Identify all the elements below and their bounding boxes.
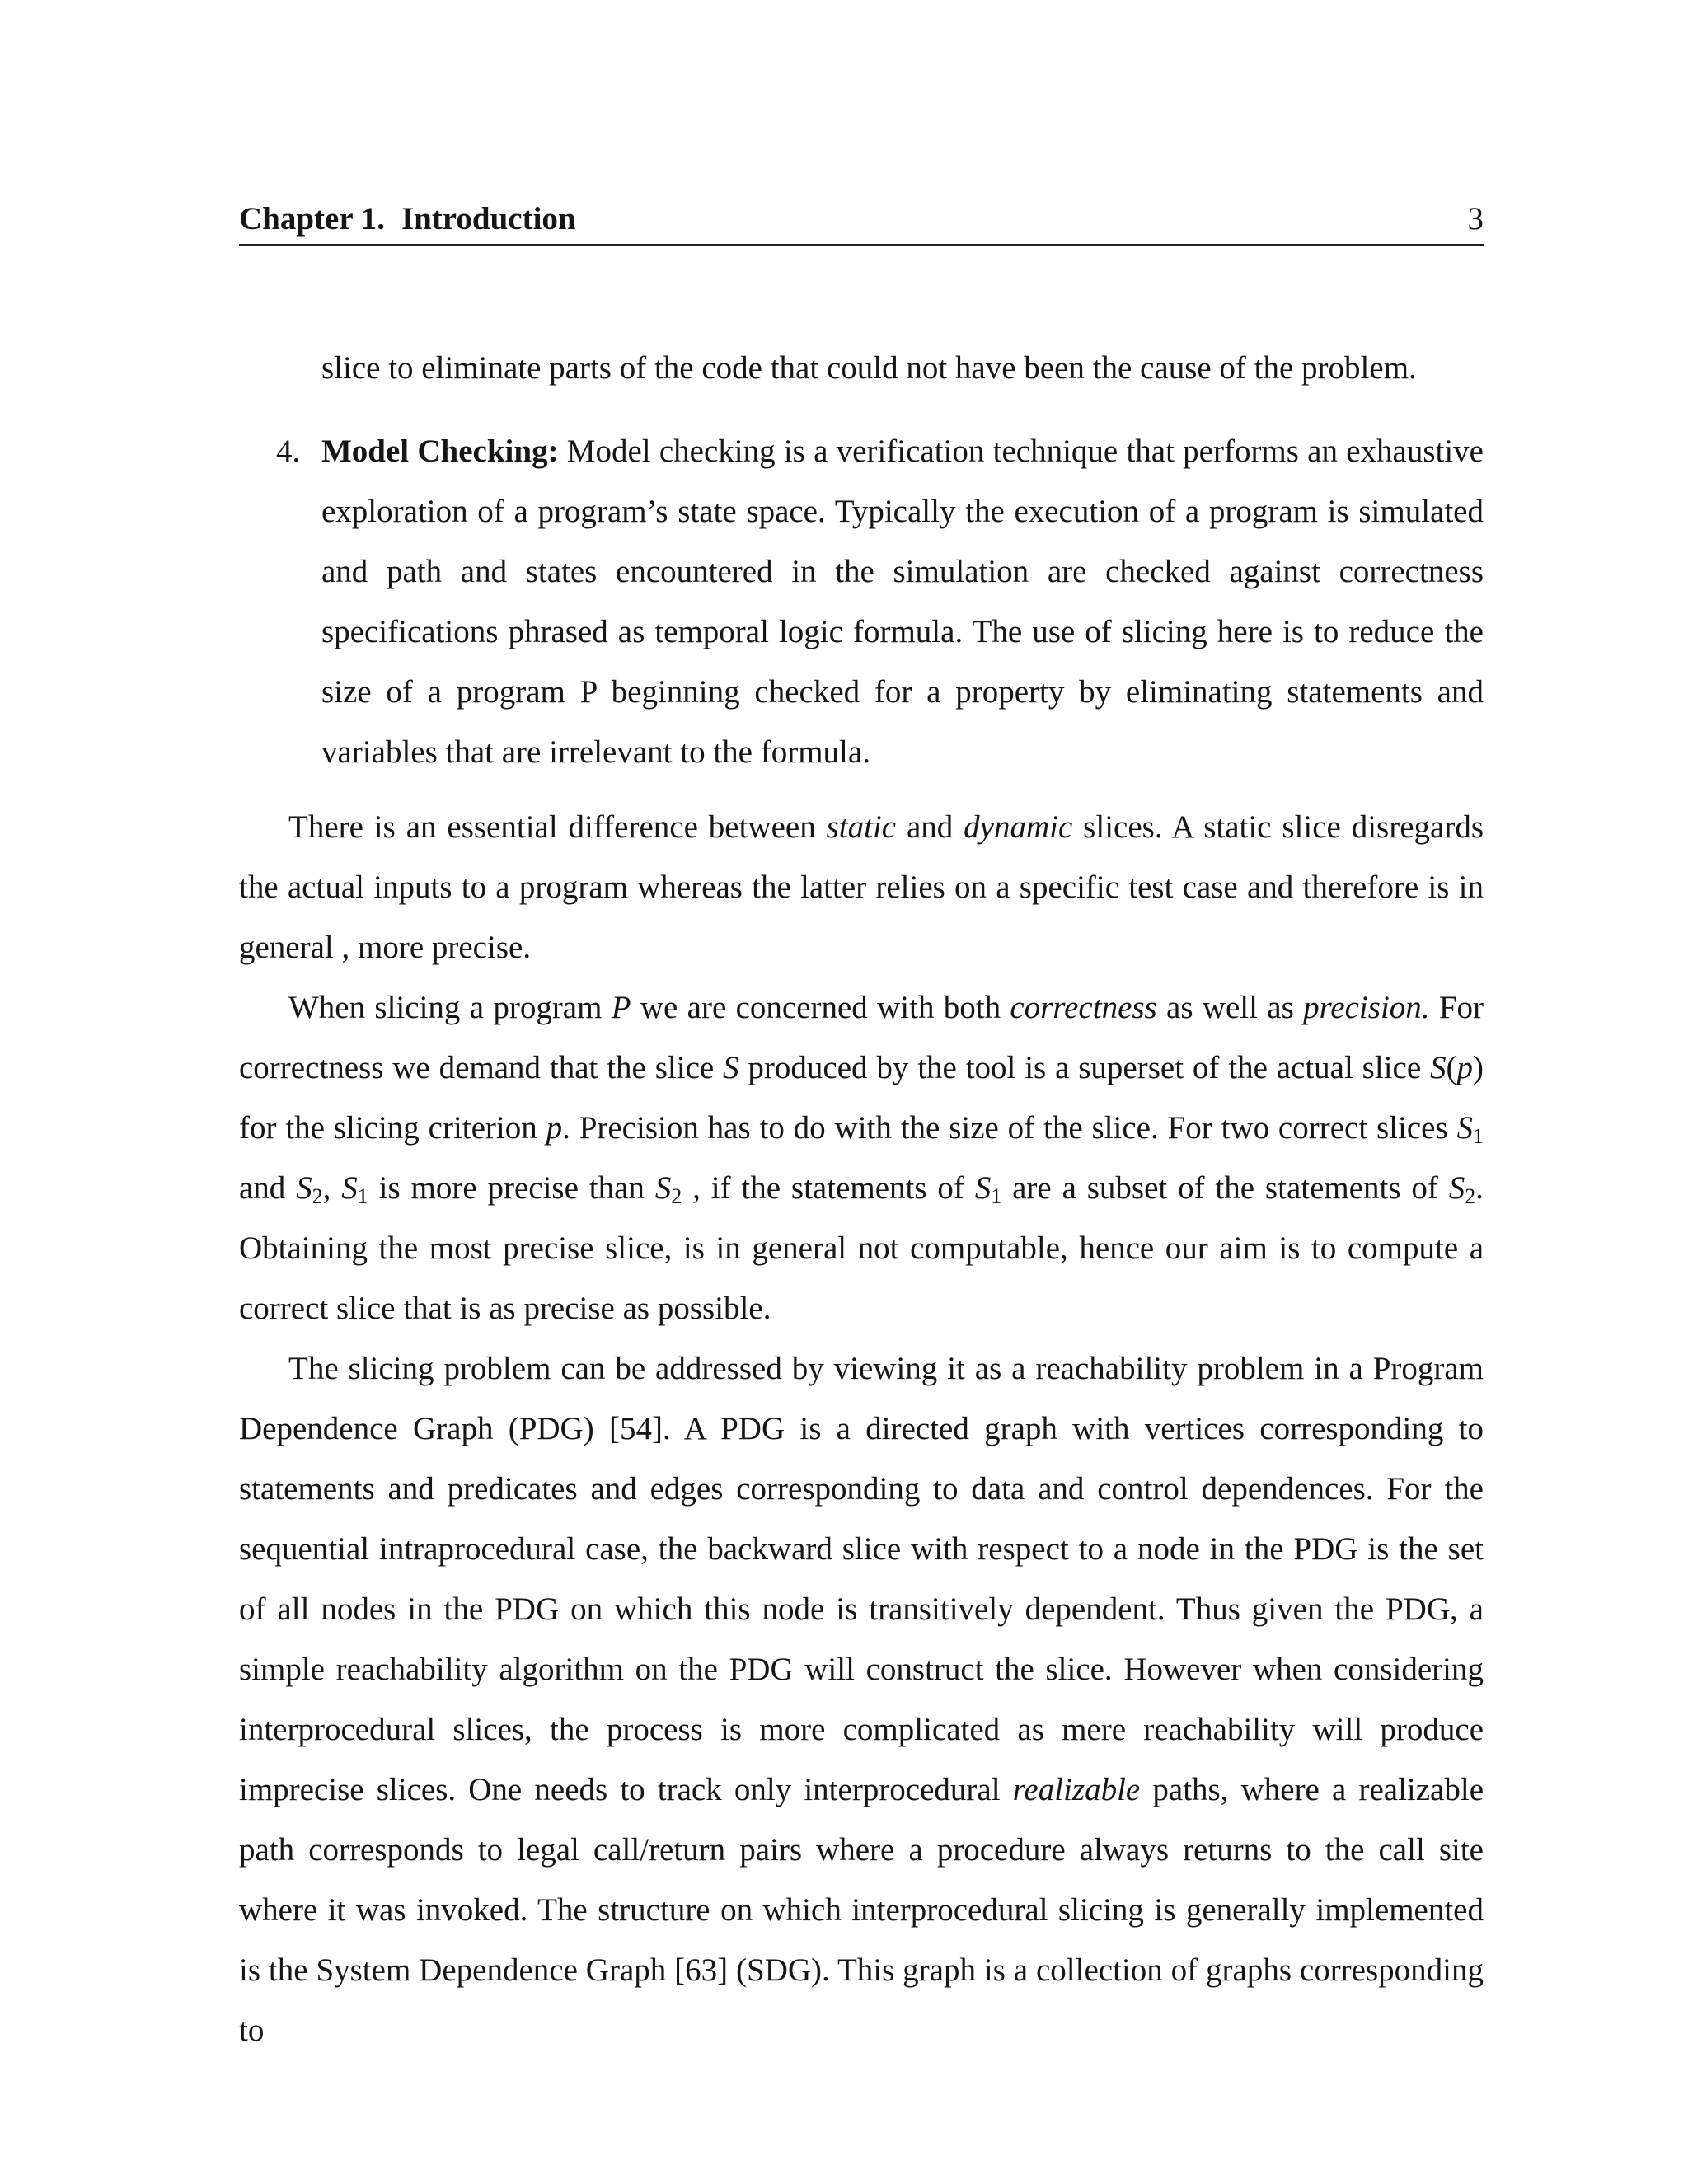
math-P: P bbox=[611, 990, 631, 1025]
emphasis-static: static bbox=[826, 809, 897, 845]
emphasis-precision: precision. bbox=[1303, 990, 1430, 1025]
chapter-heading bbox=[239, 200, 576, 237]
text-run: For correctness we demand that the slice bbox=[239, 990, 1484, 1085]
math-S2: S bbox=[1448, 1170, 1465, 1206]
chapter-label: Chapter 1. bbox=[239, 201, 385, 237]
text-run: , bbox=[322, 1170, 342, 1206]
math-S: S bbox=[1430, 1050, 1447, 1085]
text-run: slices. A static slice disregards the actual inputs to a program whereas the latter relies on a specific test case and therefore is in general , more precise. bbox=[239, 809, 1484, 965]
emphasis-realizable: realizable bbox=[1012, 1772, 1141, 1807]
text-run: , if the statements of bbox=[682, 1170, 975, 1206]
emphasis-dynamic: dynamic bbox=[964, 809, 1073, 845]
text-run: produced by the tool is a superset of the actual slice bbox=[738, 1050, 1431, 1085]
text-run: The slicing problem can be addressed by viewing it as a reachability problem in a Program Dependence Graph (PDG) [54]. A PDG is a directed graph with vertices corresponding to statements and predicates and edges corresponding to data and control dependences. For the sequential intraprocedural case, the backward slice with respect to a node in the PDG is the set of all nodes in the PDG on which this node is transitively dependent. Thus given the PDG, a simple reachability algorithm on the PDG will construct the slice. However when considering interprocedural slices, the process is more complicated as mere reachability will produce imprecise slices. One needs to track only interprocedural bbox=[239, 1351, 1484, 1807]
math-subscript: 1 bbox=[357, 1184, 368, 1208]
text-run: ) for the slicing criterion bbox=[239, 1050, 1484, 1146]
math-p: p bbox=[546, 1110, 563, 1146]
list-item-text: Model checking is a verification technique that performs an exhaustive exploration of a program’s state space. Typically the execution of a program is simulated and path and states encountered in the simulation are checked against correctness specifications phrased as temporal logic formula. The use of slicing here is to reduce the size of a program P beginning checked for a property by eliminating statements and variables that are irrelevant to the formula. bbox=[321, 434, 1484, 770]
math-S1: S bbox=[341, 1170, 358, 1206]
math-subscript: 2 bbox=[312, 1184, 323, 1208]
paragraph-slicing-problem bbox=[239, 1338, 1484, 2060]
text-run: and bbox=[239, 1170, 297, 1206]
text-run: . Obtaining the most precise slice, is in general not computable, hence our aim is to compute a correct slice that is as precise as possible. bbox=[239, 1170, 1484, 1326]
math-S2: S bbox=[296, 1170, 312, 1206]
text-run: There is an essential difference between bbox=[288, 809, 827, 845]
math-subscript: 1 bbox=[1473, 1124, 1484, 1148]
emphasis-correctness: correctness bbox=[1010, 990, 1157, 1025]
page-number: 3 bbox=[1467, 201, 1484, 237]
math-S1: S bbox=[974, 1170, 992, 1206]
text-run: ( bbox=[1446, 1050, 1457, 1085]
enumerated-list bbox=[239, 421, 1484, 782]
text-run: When slicing a program bbox=[288, 990, 612, 1025]
math-subscript: 2 bbox=[1465, 1184, 1476, 1208]
math-p: p bbox=[1456, 1050, 1474, 1085]
list-item-number: 4. bbox=[276, 434, 301, 469]
text-run: we are concerned with both bbox=[631, 990, 1010, 1025]
math-S: S bbox=[723, 1050, 739, 1085]
running-header bbox=[239, 198, 1484, 246]
paragraph-correctness-precision bbox=[239, 977, 1484, 1338]
math-subscript: 2 bbox=[671, 1184, 682, 1208]
text-run: paths, where a realizable path corresponds to legal call/return pairs where a procedure always returns to the call site where it was invoked. The structure on which interprocedural slicing is generally implemented is the System Dependence Graph [63] (SDG). This graph is a collection of graphs corresponding to bbox=[239, 1772, 1484, 2048]
chapter-title: Introduction bbox=[401, 201, 576, 237]
list-item-continuation: slice to eliminate parts of the code that could not have been the cause of the problem. bbox=[321, 350, 1417, 386]
text-run: . Precision has to do with the size of the slice. For two correct slices bbox=[562, 1110, 1457, 1146]
paragraph-static-dynamic bbox=[239, 797, 1484, 977]
body-text bbox=[239, 338, 1484, 2060]
list-item-model-checking bbox=[276, 421, 1484, 782]
math-S2: S bbox=[654, 1170, 672, 1206]
math-S1: S bbox=[1456, 1110, 1473, 1146]
text-run: and bbox=[896, 809, 964, 845]
text-run: are a subset of the statements of bbox=[1001, 1170, 1449, 1206]
list-item-term: Model Checking: bbox=[321, 434, 559, 469]
math-subscript: 1 bbox=[991, 1184, 1002, 1208]
text-run: is more precise than bbox=[368, 1170, 655, 1206]
text-run: as well as bbox=[1156, 990, 1304, 1025]
